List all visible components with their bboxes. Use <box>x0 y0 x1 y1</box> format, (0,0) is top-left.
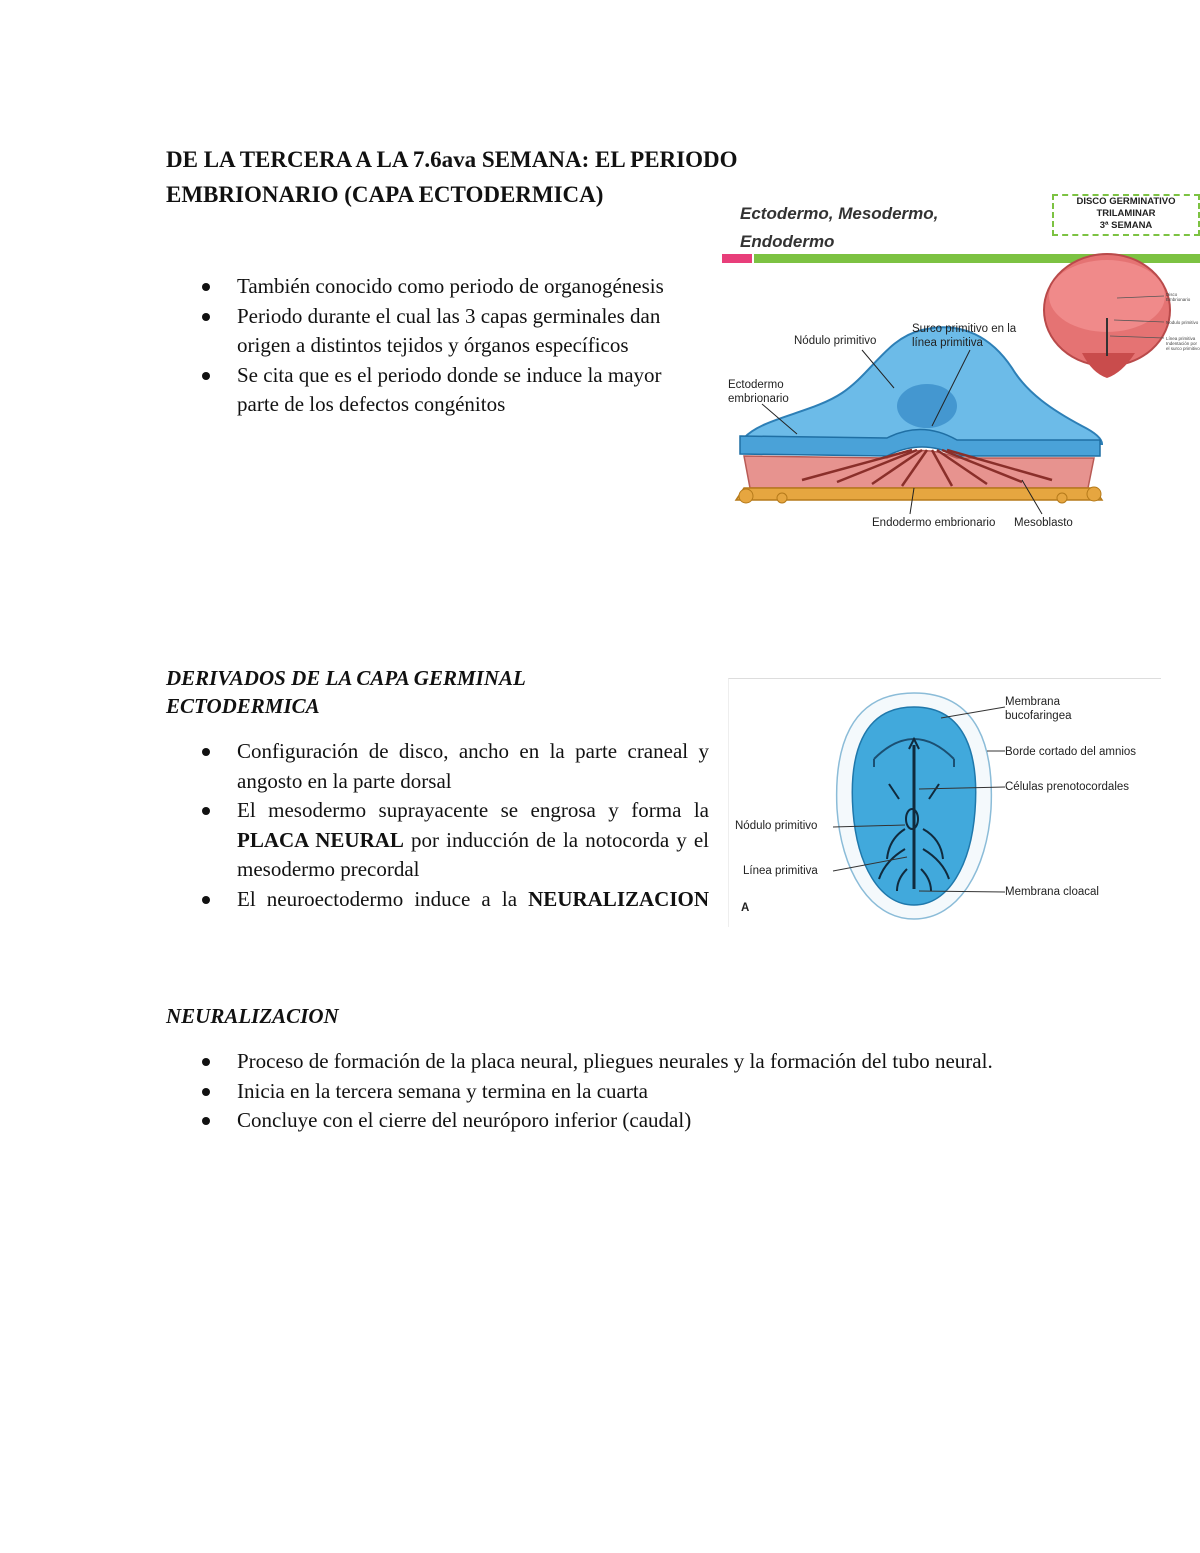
bullet-item: Configuración de disco, ancho en la parte craneal y angosto en la parte dorsal <box>166 737 709 796</box>
label-endodermo-embrionario: Endodermo embrionario <box>872 517 996 529</box>
panel-letter: A <box>741 902 750 914</box>
section1-bullet-list <box>166 272 676 420</box>
bold-term-placa-neural: PLACA NEURAL <box>237 827 404 852</box>
germ-disc-illustration <box>722 188 1200 538</box>
bullet-text: El mesodermo suprayacente se engrosa y forma la <box>237 798 709 822</box>
box-line: TRILAMINAR <box>1096 208 1156 219</box>
primitive-node <box>897 384 957 428</box>
section2-bullet-list <box>166 737 709 914</box>
bullet-item: Inicia en la tercera semana y termina en la cuarta <box>166 1077 1046 1107</box>
box-line: DISCO GERMINATIVO <box>1076 196 1176 207</box>
section2-heading: DERIVADOS DE LA CAPA GERMINAL ECTODERMICA <box>166 666 526 718</box>
inset-label: Nodulo primitivo <box>1166 320 1199 325</box>
bullet-item: Proceso de formación de la placa neural, pliegues neurales y la formación del tubo neural. <box>166 1047 1046 1077</box>
section3-heading: NEURALIZACION <box>166 1004 339 1028</box>
bullet-text: El neuroectodermo induce a la <box>237 886 518 911</box>
bullet-item: Se cita que es el periodo donde se induce la mayor parte de los defectos congénitos <box>166 361 676 420</box>
label-membrana-bucofaringea: Membrana bucofaringea <box>1005 696 1072 722</box>
endoderm-layer <box>736 488 1102 500</box>
bold-term-neuralizacion: NEURALIZACION <box>528 886 709 911</box>
inset-label: Línea primitiva Indentación por el surco primitivo <box>1166 336 1200 351</box>
figure-embryonic-disc-dorsal <box>728 678 1161 927</box>
label-celulas-prenotocordales: Células prenotocordales <box>1005 781 1130 793</box>
bullet-item: Periodo durante el cual las 3 capas germinales dan origen a distintos tejidos y órganos específicos <box>166 302 676 361</box>
figure1-header: Ectodermo, Mesodermo, Endodermo <box>740 204 939 251</box>
label-nodulo-primitivo: Nódulo primitivo <box>735 820 818 832</box>
box-line: 3ª SEMANA <box>1099 220 1153 231</box>
figure-trilaminar-disc <box>722 188 1200 538</box>
inset-label: Disco Embrionario <box>1166 292 1191 302</box>
bullet-item <box>166 796 709 885</box>
label-mesoblasto: Mesoblasto <box>1014 517 1073 529</box>
label-borde-amnios: Borde cortado del amnios <box>1005 746 1137 758</box>
label-surco-primitivo: Surco primitivo en la línea primitiva <box>912 323 1017 349</box>
bullet-item <box>166 885 709 915</box>
document-title: DE LA TERCERA A LA 7.6ava SEMANA: EL PERIODO EMBRIONARIO (CAPA ECTODERMICA) <box>166 147 738 207</box>
section3-bullet-list <box>166 1047 1046 1136</box>
label-ectodermo-embrionario: Ectodermo embrionario <box>728 379 789 405</box>
bullet-item: Concluye con el cierre del neuróporo inferior (caudal) <box>166 1106 1046 1136</box>
label-linea-primitiva: Línea primitiva <box>743 865 818 877</box>
bullet-text: por inducción de la notocorda y el mesodermo precordal <box>237 827 710 881</box>
inset-embryo <box>1044 254 1170 378</box>
bullet-item: También conocido como periodo de organogénesis <box>166 272 676 302</box>
label-nodulo-primitivo: Nódulo primitivo <box>794 335 877 347</box>
label-membrana-cloacal: Membrana cloacal <box>1005 886 1099 898</box>
